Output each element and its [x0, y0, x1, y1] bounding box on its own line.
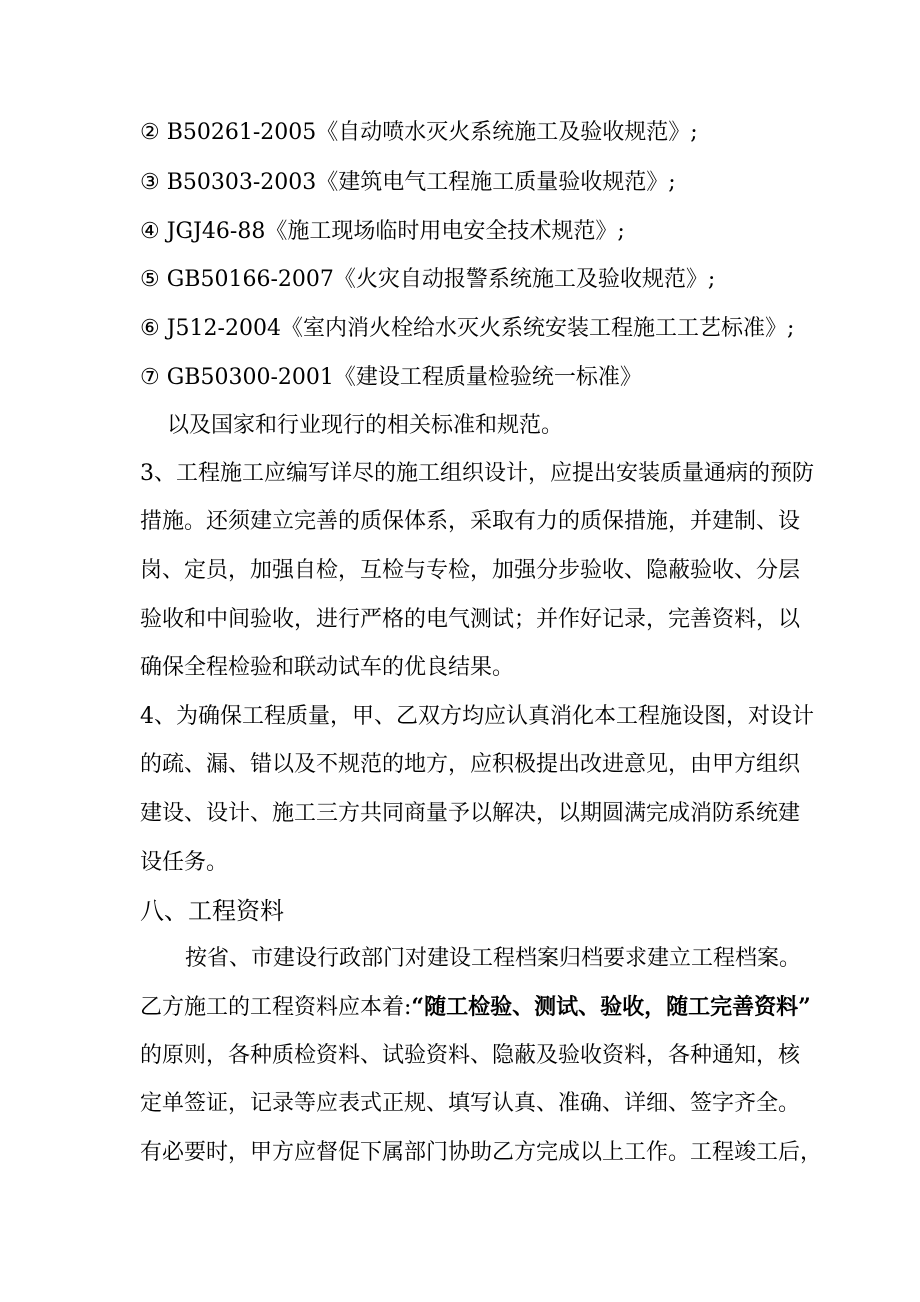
- standard-item: ⑦ GB50300-2001《建设工程质量检验统一标准》: [140, 365, 642, 390]
- standard-item: ③ B50303-2003《建筑电气工程施工质量验收规范》;: [140, 170, 676, 195]
- item4-line: 4、为确保工程质量，甲、乙双方均应认真消化本工程施设图，对设计: [140, 704, 814, 729]
- item3-line: 岗、定员，加强自检，互检与专检，加强分步验收、隐蔽验收、分层: [140, 558, 801, 583]
- section-heading: 八、工程资料: [140, 897, 284, 925]
- section8-line: [140, 992, 811, 1023]
- section8-prefix: 乙方施工的工程资料应本着:: [140, 995, 412, 1020]
- section8-line: 有必要时，甲方应督促下属部门协助乙方完成以上工作。工程竣工后，: [140, 1140, 823, 1165]
- item3-line: 措施。还须建立完善的质保体系，采取有力的质保措施，并建制、设: [140, 509, 801, 534]
- item3-line: 确保全程检验和联动试车的优良结果。: [140, 655, 515, 680]
- item4-line: 建设、设计、施工三方共同商量予以解决，以期圆满完成消防系统建: [140, 801, 801, 826]
- standard-item: ⑤ GB50166-2007《火灾自动报警系统施工及验收规范》;: [140, 267, 716, 292]
- standard-item: ② B50261-2005《自动喷水灭火系统施工及验收规范》;: [140, 120, 698, 145]
- section8-line: 按省、市建设行政部门对建设工程档案归档要求建立工程档案。: [185, 946, 802, 971]
- standard-item: ⑥ J512-2004《室内消火栓给水灭火系统安装工程施工工艺标准》;: [140, 316, 795, 341]
- item4-line: 的疏、漏、错以及不规范的地方，应积极提出改进意见，由甲方组织: [140, 752, 801, 777]
- section8-emphasis: “随工检验、测试、验收，随工完善资料”: [411, 994, 811, 1020]
- item3-line: 3、工程施工应编写详尽的施工组织设计，应提出安装质量通病的预防: [140, 461, 814, 486]
- section8-line: 的原则，各种质检资料、试验资料、隐蔽及验收资料，各种通知，核: [140, 1043, 801, 1068]
- standard-item: ④ JGJ46-88《施工现场临时用电安全技术规范》;: [140, 219, 625, 244]
- item4-line: 设任务。: [140, 850, 229, 875]
- item3-line: 验收和中间验收，进行严格的电气测试；并作好记录，完善资料，以: [140, 607, 801, 632]
- section8-line: 定单签证，记录等应表式正规、填写认真、准确、详细、签字齐全。: [140, 1091, 801, 1116]
- standards-note: 以及国家和行业现行的相关标准和规范。: [167, 413, 564, 438]
